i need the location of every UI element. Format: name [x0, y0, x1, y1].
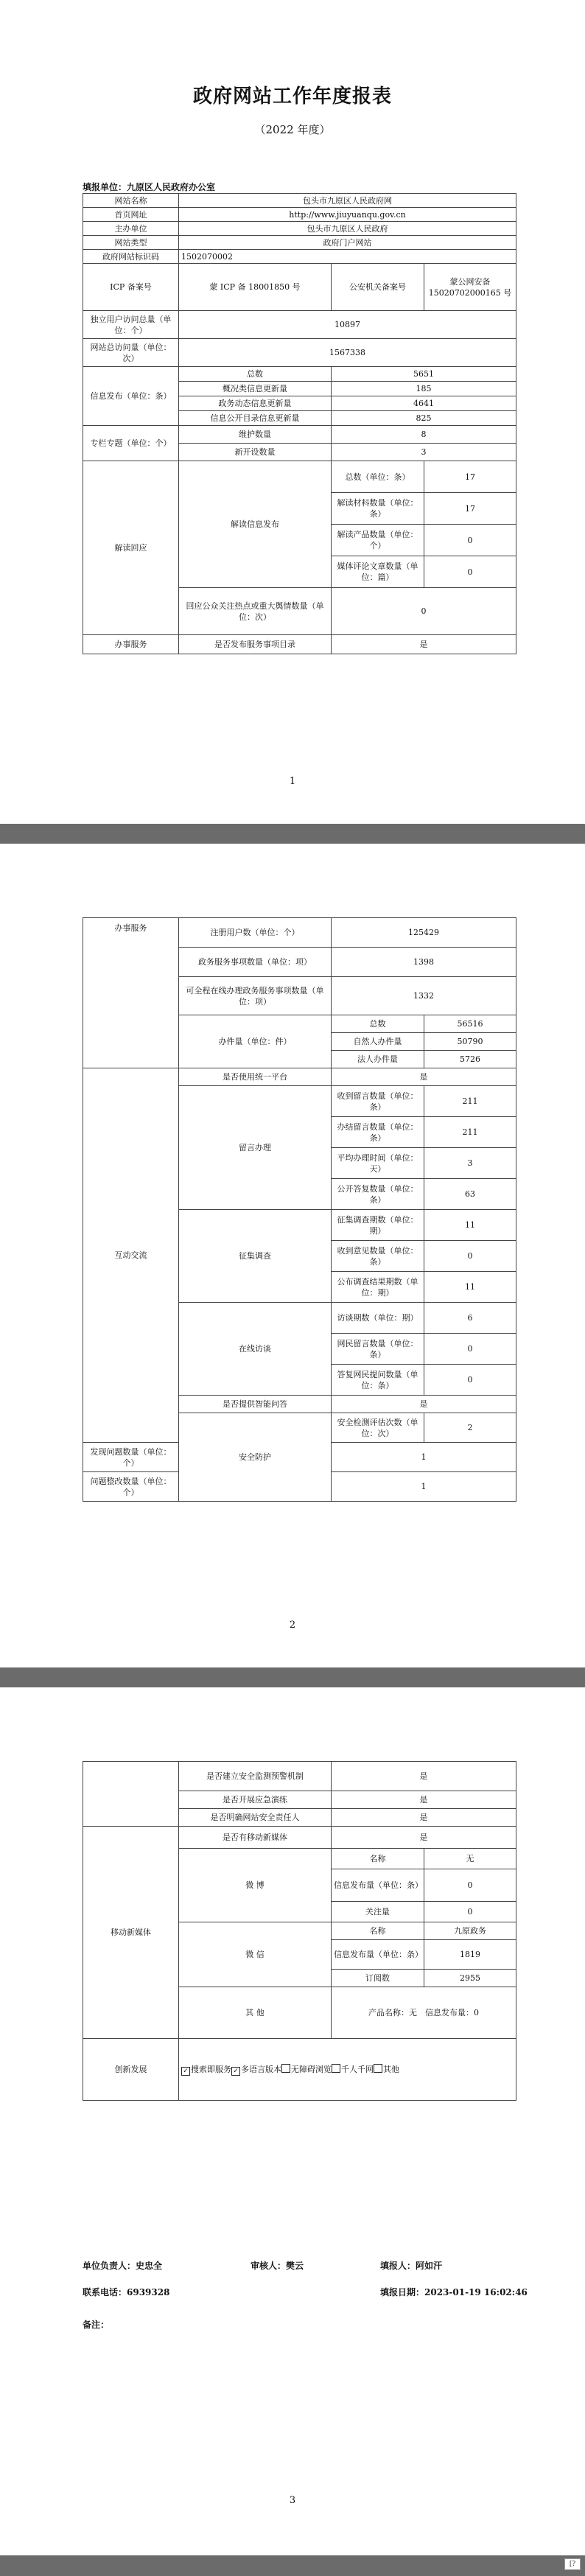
cell-label: 互动交流 [83, 1068, 179, 1443]
cell-label: 注册用户数（单位：个） [179, 918, 332, 948]
cell-label: 新开设数量 [179, 444, 332, 461]
innovation-option-label: 多语言版本 [241, 2064, 281, 2074]
cell-label: 是否明确网站安全责任人 [179, 1809, 332, 1827]
cell-label: 专栏专题（单位：个） [83, 426, 179, 461]
cell-label: 解读材料数量（单位：条） [332, 493, 424, 525]
cell-label: 微 博 [179, 1849, 332, 1922]
cell-label: 移动新媒体 [83, 1827, 179, 2039]
cell-value: 1819 [424, 1940, 516, 1970]
page-1 [0, 0, 585, 824]
cell-label: 安全检测评估次数（单位：次） [332, 1413, 424, 1443]
cell-value: 政府门户网站 [179, 236, 516, 250]
cell-value: http://www.jiuyuanqu.gov.cn [179, 208, 516, 222]
cell-value: 211 [424, 1117, 516, 1148]
checkbox-unchecked-icon[interactable] [281, 2064, 290, 2073]
innovation-option-label: 其他 [383, 2064, 399, 2074]
cell-value: 50790 [424, 1033, 516, 1051]
cell-label: 政务动态信息更新量 [179, 396, 332, 411]
page-corner-icon: [? [564, 2558, 581, 2570]
cell-label: 媒体评论文章数量（单位：篇） [332, 556, 424, 588]
cell-value: 2955 [424, 1970, 516, 1987]
cell-value: 蒙 ICP 备 18001850 号 [179, 264, 332, 311]
cell-value: 3 [424, 1148, 516, 1179]
cell-value: 0 [424, 1365, 516, 1396]
cell-value: 1332 [332, 977, 516, 1015]
cell-value: 0 [424, 525, 516, 556]
cell-value: 包头市九原区人民政府网 [179, 194, 516, 208]
checkbox-unchecked-icon[interactable] [374, 2064, 382, 2073]
cell-value: 1 [332, 1443, 516, 1472]
cell-value: 是 [332, 1827, 516, 1849]
page-number: 3 [289, 2495, 296, 2506]
checkbox-unchecked-icon[interactable] [332, 2064, 340, 2073]
cell-label: 政务服务事项数量（单位：项） [179, 948, 332, 977]
cell-label: 问题整改数量（单位：个） [83, 1472, 179, 1502]
cell-label: 解读产品数量（单位：个） [332, 525, 424, 556]
cell-value: 3 [332, 444, 516, 461]
remark: 备注： [83, 2320, 110, 2330]
page-3 [0, 1687, 585, 2555]
innovation-option-label: 千人千网 [341, 2064, 374, 2074]
cell-label: 网站总访问量（单位：次） [83, 339, 179, 367]
cell-value: 185 [332, 382, 516, 396]
cell-label: 在线访谈 [179, 1303, 332, 1396]
page-gap [0, 824, 585, 844]
page-2 [0, 844, 585, 1667]
cell-label: 解读回应 [83, 461, 179, 635]
cell-value: 1398 [332, 948, 516, 977]
cell-label: 总数 [332, 1015, 424, 1033]
cell-label: 信息公开目录信息更新量 [179, 411, 332, 426]
cell-value: 10897 [179, 311, 516, 339]
cell-value: 17 [424, 493, 516, 525]
cell-label: 可全程在线办理政务服务事项数量（单位：项） [179, 977, 332, 1015]
cell-label: 访谈期数（单位：期） [332, 1303, 424, 1334]
cell-value: 56516 [424, 1015, 516, 1033]
cell-value: 211 [424, 1086, 516, 1117]
cell-label: 公布调查结果期数（单位：期） [332, 1272, 424, 1303]
cell-value: 0 [424, 1334, 516, 1365]
cell-value: 0 [424, 1241, 516, 1272]
cell-value: 产品名称：无 信息发布量：0 [332, 1987, 516, 2039]
cell-label: 总数（单位：条） [332, 461, 424, 493]
report-year: （2022 年度） [254, 123, 331, 136]
fill-date: 填报日期：2023-01-19 16:02:46 [380, 2287, 528, 2297]
cell-label: 收到意见数量（单位：条） [332, 1241, 424, 1272]
report-title: 政府网站工作年度报表 [192, 85, 392, 108]
page-number: 1 [289, 776, 296, 787]
cell-value: 无 [424, 1849, 516, 1869]
cell-label: 网站名称 [83, 194, 179, 208]
cell-value: 是 [332, 1809, 516, 1827]
innovation-options [179, 2039, 516, 2101]
cell-label: 发现问题数量（单位：个） [83, 1443, 179, 1472]
cell-label: 办结留言数量（单位：条） [332, 1117, 424, 1148]
cell-value: 8 [332, 426, 516, 444]
cell-label: 概况类信息更新量 [179, 382, 332, 396]
filler: 填报人：阿如汗 [380, 2261, 443, 2271]
checkbox-checked-icon[interactable]: ✓ [231, 2067, 240, 2076]
cell-label: 微 信 [179, 1922, 332, 1987]
cell-label: 网民留言数量（单位：条） [332, 1334, 424, 1365]
cell-value: 是 [332, 1762, 516, 1791]
cell-value: 125429 [332, 918, 516, 948]
table-page-1 [83, 193, 516, 654]
table-page-3 [83, 1761, 516, 2101]
filing-unit: 填报单位：九原区人民政府办公室 [83, 182, 216, 192]
cell-label: 答复网民提问数量（单位：条） [332, 1365, 424, 1396]
cell-value: 九原政务 [424, 1922, 516, 1940]
cell-value: 是 [332, 635, 516, 654]
cell-label: 法人办件量 [332, 1051, 424, 1068]
cell-label: 信息发布量（单位：条） [332, 1940, 424, 1970]
cell-label: 征集调查期数（单位：期） [332, 1210, 424, 1241]
cell-label: 关注量 [332, 1902, 424, 1922]
cell-label: 网站类型 [83, 236, 179, 250]
unit-head: 单位负责人：史忠全 [83, 2261, 163, 2271]
cell-label: 信息发布（单位：条） [83, 367, 179, 426]
cell-label: 公开答复数量（单位：条） [332, 1179, 424, 1210]
cell-value: 6 [424, 1303, 516, 1334]
checkbox-checked-icon[interactable]: ✓ [181, 2067, 190, 2076]
cell-label: 首页网址 [83, 208, 179, 222]
innovation-option-label: 无障碍浏览 [291, 2064, 332, 2074]
cell-label: 维护数量 [179, 426, 332, 444]
cell-value: 11 [424, 1210, 516, 1241]
cell-label: 办事服务 [83, 918, 179, 1068]
cell-label: 办事服务 [83, 635, 179, 654]
innovation-option-label: 搜索即服务 [191, 2064, 231, 2074]
cell-value: 5651 [332, 367, 516, 382]
cell-value: 17 [424, 461, 516, 493]
cell-value: 2 [424, 1413, 516, 1443]
cell-label: 解读信息发布 [179, 461, 332, 588]
cell-value: 1 [332, 1472, 516, 1502]
cell-value: 63 [424, 1179, 516, 1210]
cell-value: 825 [332, 411, 516, 426]
cell-value: 11 [424, 1272, 516, 1303]
cell-value: 1567338 [179, 339, 516, 367]
cell-label: 安全防护 [179, 1413, 332, 1502]
cell-label: 是否提供智能问答 [179, 1396, 332, 1413]
contact-phone: 联系电话：6939328 [83, 2287, 170, 2297]
page-number: 2 [289, 1620, 296, 1631]
cell-value: 是 [332, 1791, 516, 1809]
table-page-2 [83, 917, 516, 1502]
cell-label: 名称 [332, 1849, 424, 1869]
cell-label: 是否有移动新媒体 [179, 1827, 332, 1849]
cell-label: 信息发布量（单位：条） [332, 1869, 424, 1902]
cell-label: 总数 [179, 367, 332, 382]
cell-label: 独立用户访问总量（单位：个） [83, 311, 179, 339]
cell-label: 留言办理 [179, 1086, 332, 1210]
cell-label: 征集调查 [179, 1210, 332, 1303]
cell-value: 4641 [332, 396, 516, 411]
cell-value: 0 [332, 588, 516, 635]
cell-label: 是否建立安全监测预警机制 [179, 1762, 332, 1791]
cell-label: 其 他 [179, 1987, 332, 2039]
cell-label: 是否开展应急演练 [179, 1791, 332, 1809]
cell-label: 名称 [332, 1922, 424, 1940]
cell-value: 0 [424, 556, 516, 588]
cell-value: 0 [424, 1869, 516, 1902]
cell-value: 1502070002 [179, 250, 516, 264]
cell-value: 包头市九原区人民政府 [179, 222, 516, 236]
cell-label: ICP 备案号 [83, 264, 179, 311]
cell-label: 回应公众关注热点或重大舆情数量（单位：次） [179, 588, 332, 635]
cell-label: 平均办理时间（单位：天） [332, 1148, 424, 1179]
reviewer: 审核人：樊云 [251, 2261, 304, 2271]
cell-blank [83, 1762, 179, 1827]
cell-label: 收到留言数量（单位：条） [332, 1086, 424, 1117]
cell-value: 是 [332, 1068, 516, 1086]
cell-value: 蒙公网安备 15020702000165 号 [424, 264, 516, 311]
cell-value: 0 [424, 1902, 516, 1922]
cell-label: 自然人办件量 [332, 1033, 424, 1051]
cell-label: 办件量（单位：件） [179, 1015, 332, 1068]
cell-label: 是否发布服务事项目录 [179, 635, 332, 654]
cell-label: 是否使用统一平台 [179, 1068, 332, 1086]
cell-label: 公安机关备案号 [332, 264, 424, 311]
cell-label: 创新发展 [83, 2039, 179, 2101]
cell-value: 5726 [424, 1051, 516, 1068]
cell-label: 主办单位 [83, 222, 179, 236]
page-gap [0, 1667, 585, 1687]
cell-label: 政府网站标识码 [83, 250, 179, 264]
cell-label: 订阅数 [332, 1970, 424, 1987]
cell-value: 是 [332, 1396, 516, 1413]
